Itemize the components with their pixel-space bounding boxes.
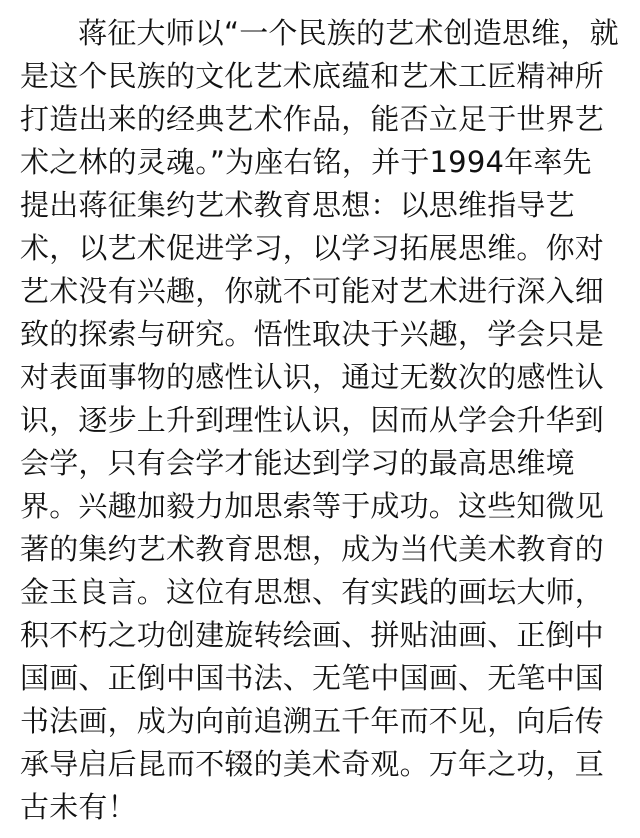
paragraph-line: 打造出来的经典艺术作品，能否立足于世界艺 xyxy=(20,102,605,136)
paragraph-line: 国画、正倒中国书法、无笔中国画、无笔中国 xyxy=(20,661,605,695)
paragraph-line: 术，以艺术促进学习，以学习拓展思维。你对 xyxy=(20,231,605,265)
paragraph-line: 对表面事物的感性认识，通过无数次的感性认 xyxy=(20,360,605,394)
paragraph-line: 术之林的灵魂。”为座右铭，并于1994年率先 xyxy=(20,145,592,179)
paragraph-line: 艺术没有兴趣，你就不可能对艺术进行深入细 xyxy=(20,274,605,308)
paragraph-line: 承导启后昆而不辍的美术奇观。万年之功，亘 xyxy=(20,747,605,781)
paragraph-line: 识，逐步上升到理性认识，因而从学会升华到 xyxy=(20,403,605,437)
paragraph-line: 蒋征大师以“一个民族的艺术创造思维，就 xyxy=(78,16,619,50)
paragraph-line: 界。兴趣加毅力加思索等于成功。这些知微见 xyxy=(20,489,605,523)
paragraph-line: 提出蒋征集约艺术教育思想：以思维指导艺 xyxy=(20,188,575,222)
paragraph-line: 致的探索与研究。悟性取决于兴趣，学会只是 xyxy=(20,317,605,351)
paragraph-line: 书法画，成为向前追溯五千年而不见，向后传 xyxy=(20,704,605,738)
paragraph-line: 金玉良言。这位有思想、有实践的画坛大师， xyxy=(20,575,605,609)
paragraph-line: 会学，只有会学才能达到学习的最高思维境 xyxy=(20,446,575,480)
paragraph-line: 积不朽之功创建旋转绘画、拼贴油画、正倒中 xyxy=(20,618,605,652)
paragraph-line: 著的集约艺术教育思想，成为当代美术教育的 xyxy=(20,532,605,566)
paragraph-line: 古未有！ xyxy=(20,790,137,824)
paragraph-line: 是这个民族的文化艺术底蕴和艺术工匠精神所 xyxy=(20,59,605,93)
